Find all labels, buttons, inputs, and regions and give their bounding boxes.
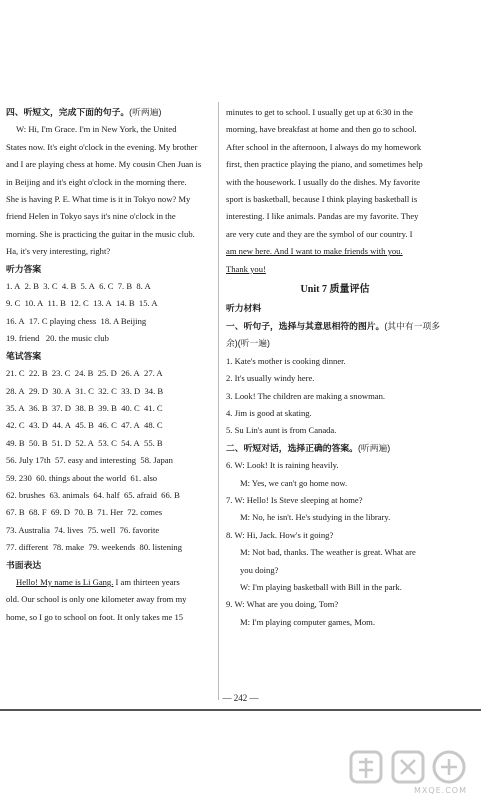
passage-line: in Beijing and it's eight o'clock in the morning there.	[6, 176, 187, 187]
answer-row: 19. friend 20. the music club	[6, 333, 109, 344]
list-item: 1. Kate's mother is cooking dinner.	[226, 355, 346, 366]
passage-grace	[6, 121, 224, 260]
dialogue-line: 9. W: What are you doing, Tom?	[226, 599, 339, 610]
passage-line: Hello! My name is Li Gang. I am thirteen years	[16, 576, 180, 587]
dialogue-line: M: Not bad, thanks. The weather is great. What are	[240, 547, 416, 558]
answer-row: 62. brushes 63. animals 64. half 65. afraid 66. B	[6, 489, 180, 500]
dialogue-line: 6. W: Look! It is raining heavily.	[226, 460, 339, 471]
writing-heading: 书面表达	[6, 559, 42, 570]
section-one-heading: 一、听句子，选择与其意思相符的图片。(其中有一项多余)(听一遍)	[226, 320, 441, 349]
passage-line: minutes to get to school. I usually get up at 6:30 in the	[226, 107, 413, 117]
passage-line: Ha, it's very interesting, right?	[6, 246, 111, 257]
written-answers-heading: 笔试答案	[6, 350, 42, 361]
section-four-heading: 四、听短文，完成下面的句子。(听两遍)	[6, 107, 162, 117]
listening-material-heading: 听力材料	[226, 303, 262, 314]
written-answers	[6, 365, 224, 556]
passage-line: W: Hi, I'm Grace. I'm in New York, the United	[16, 124, 177, 135]
list-item: 3. Look! The children are making a snowman.	[226, 390, 386, 401]
passage-line: Thank you!	[226, 263, 266, 274]
passage-line: and I are playing chess at home. My cousin Chen Juan is	[6, 159, 202, 170]
passage-line: States now. It's eight o'clock in the evening. My brother	[6, 141, 198, 152]
list-item: 2. It's usually windy here.	[226, 373, 315, 384]
passage-line: with the housework. I usually do the dishes. My favorite	[226, 176, 421, 187]
page-number: — 242 —	[222, 693, 259, 703]
page-edge-line	[0, 709, 481, 711]
passage-line: are very cute and they are the symbol of our country. I	[226, 228, 413, 239]
passage-line: home, so I go to school on foot. It only takes me 15	[6, 611, 184, 622]
list-item: 5. Su Lin's aunt is from Canada.	[226, 425, 337, 436]
answer-row: 42. C 43. D 44. A 45. B 46. C 47. A 48. C	[6, 420, 163, 431]
answer-row: 35. A 36. B 37. D 38. B 39. B 40. C 41. C	[6, 402, 163, 413]
answer-row: 73. Australia 74. lives 75. well 76. favorite	[6, 524, 160, 535]
answer-row: 49. B 50. B 51. D 52. A 53. C 54. A 55. B	[6, 437, 163, 448]
listening-answers-heading: 听力答案	[6, 263, 42, 274]
passage-line: She is having P. E. What time is it in Tokyo now? My	[6, 194, 191, 205]
passage-line: friend Helen in Tokyo says it's nine o'clock in the	[6, 211, 176, 222]
writing-passage	[6, 574, 224, 626]
dialogue-line: M: No, he isn't. He's studying in the library.	[240, 512, 391, 523]
passage-line: sport is basketball, because I think playing basketball is	[226, 194, 418, 205]
writing-continuation	[226, 104, 444, 278]
passage-line: first, then practice playing the piano, and sometimes help	[226, 159, 423, 170]
answer-row: 77. different 78. make 79. weekends 80. listening	[6, 542, 183, 553]
answer-row: 21. C 22. B 23. C 24. B 25. D 26. A 27. A	[6, 368, 163, 379]
passage-line: After school in the afternoon, I always do my homework	[226, 141, 422, 152]
unit-title: Unit 7 质量评估	[300, 284, 370, 296]
passage-line: am new here. And I want to make friends with you.	[226, 246, 403, 257]
dialogue-line: you doing?	[240, 564, 279, 575]
list-item: 4. Jim is good at skating.	[226, 407, 312, 418]
left-column	[6, 104, 224, 626]
answer-row: 56. July 17th 57. easy and interesting 58. Japan	[6, 455, 173, 466]
passage-line: interesting. I like animals. Pandas are my favorite. They	[226, 211, 419, 222]
dialogue-line: W: I'm playing basketball with Bill in the park.	[240, 581, 402, 592]
answer-row: 16. A 17. C playing chess 18. A Beijing	[6, 315, 147, 326]
answer-row: 67. B 68. F 69. D 70. B 71. Her 72. comes	[6, 507, 163, 518]
answer-row: 59. 230 60. things about the world 61. also	[6, 472, 158, 483]
sentence-list	[226, 353, 444, 440]
dialogue-line: M: I'm playing computer games, Mom.	[240, 616, 375, 627]
listening-answers	[6, 278, 224, 348]
dialogue-list	[226, 457, 444, 631]
passage-line: morning, have breakfast at home and then go to school.	[226, 124, 417, 135]
answer-row: 1. A 2. B 3. C 4. B 5. A 6. C 7. B 8. A	[6, 281, 151, 292]
section-two-heading: 二、听短对话，选择正确的答案。(听两遍)	[226, 442, 391, 453]
right-column	[226, 104, 444, 631]
answer-row: 28. A 29. D 30. A 31. C 32. C 33. D 34. B	[6, 385, 164, 396]
answer-row: 9. C 10. A 11. B 12. C 13. A 14. B 15. A	[6, 298, 158, 309]
dialogue-line: 8. W: Hi, Jack. How's it going?	[226, 529, 334, 540]
watermark-text: MXQE.COM	[413, 786, 467, 795]
passage-line: old. Our school is only one kilometer away from my	[6, 594, 187, 605]
passage-line: morning. She is practicing the guitar in the music club.	[6, 228, 195, 239]
watermark-logo	[349, 748, 467, 790]
dialogue-line: M: Yes, we can't go home now.	[240, 477, 348, 488]
dialogue-line: 7. W: Hello! Is Steve sleeping at home?	[226, 494, 363, 505]
